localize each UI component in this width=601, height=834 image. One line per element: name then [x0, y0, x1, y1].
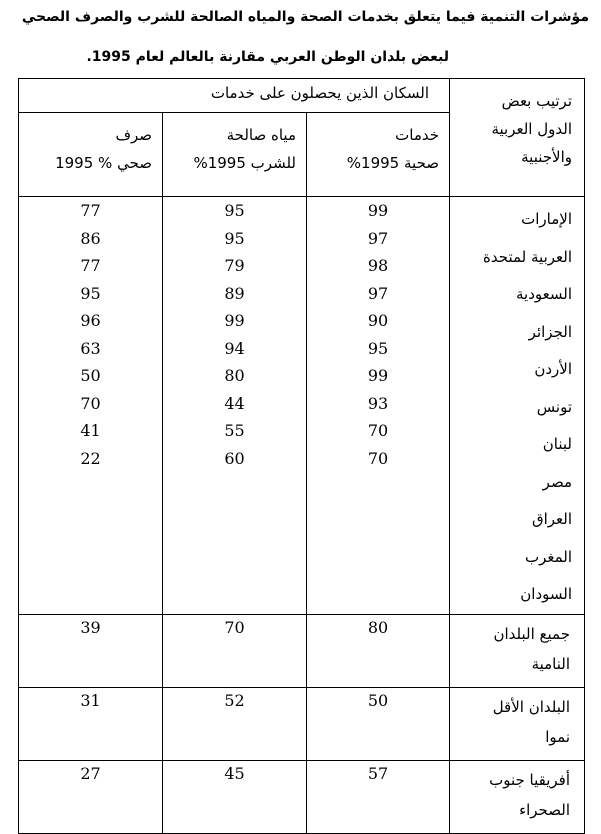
value: 45	[224, 763, 245, 783]
water-value: 44	[224, 393, 245, 413]
aggregate-label-line: الصحراء	[519, 800, 570, 819]
rank-header	[450, 79, 585, 197]
health-value: 93	[367, 393, 389, 413]
country-name: الجزائر	[528, 322, 572, 341]
sanitation-value: 77	[80, 201, 101, 220]
water-value: 89	[224, 283, 245, 303]
value: 50	[367, 690, 389, 710]
header-line: للشرب 1995%	[193, 154, 296, 172]
header-line: صحية 1995%	[346, 154, 439, 172]
health-value: 90	[367, 311, 389, 330]
aggregate-row-developing	[19, 614, 585, 687]
aggregate-water	[163, 614, 307, 687]
aggregate-label-line: أفريقيا جنوب	[489, 770, 570, 789]
aggregate-row-least-developed	[19, 687, 585, 760]
sanitation-value: 70	[80, 393, 101, 413]
countries-row	[19, 197, 585, 615]
header-line: مياه صالحة	[226, 126, 296, 144]
header-line: خدمات	[395, 126, 439, 144]
country-name: المغرب	[524, 547, 572, 566]
country-name: مصر	[542, 472, 572, 491]
aggregate-label-line: البلدان الأقل	[492, 697, 570, 716]
country-name: تونس	[536, 397, 572, 416]
sanitation-header	[19, 113, 163, 197]
aggregate-water	[163, 760, 307, 833]
health-services-values	[307, 197, 450, 615]
water-value: 55	[224, 421, 245, 440]
value: 57	[367, 763, 389, 783]
title-line-2: لبعض بلدان الوطن العربي مقارنة بالعالم لعام 1995.	[86, 49, 449, 65]
rank-header-line: ترتيب بعض	[501, 92, 572, 110]
value: 52	[224, 690, 245, 710]
sanitation-value: 77	[80, 256, 101, 275]
water-value: 80	[224, 366, 245, 385]
value: 39	[80, 617, 101, 637]
country-name: العراق	[531, 510, 572, 528]
value: 27	[80, 763, 101, 783]
value: 31	[80, 690, 101, 710]
aggregate-sanitation	[19, 687, 163, 760]
health-value: 99	[367, 201, 389, 220]
page-title	[9, 6, 589, 68]
sanitation-value: 95	[80, 283, 101, 303]
health-value: 97	[367, 283, 389, 303]
group-header: السكان الذين يحصلون على خدمات	[19, 79, 450, 113]
rank-header-line: الدول العربية	[491, 120, 572, 138]
water-value: 79	[224, 256, 245, 275]
aggregate-label	[450, 760, 585, 833]
country-name: الإمارات	[521, 210, 572, 228]
aggregate-label	[450, 614, 585, 687]
health-value: 98	[367, 256, 389, 275]
sanitation-values	[19, 197, 163, 615]
aggregate-water	[163, 687, 307, 760]
country-name: العربية لمتحدة	[483, 247, 572, 266]
health-value: 70	[367, 421, 389, 440]
water-value: 94	[224, 338, 245, 358]
sanitation-value: 50	[80, 366, 101, 385]
aggregate-sanitation	[19, 614, 163, 687]
safe-water-values	[163, 197, 307, 615]
aggregate-sanitation	[19, 760, 163, 833]
aggregate-health	[307, 614, 450, 687]
title-line-1: مؤشرات التنمية فيما يتعلق بخدمات الصحة والمياه الصالحة للشرب والصرف الصحي	[21, 9, 589, 25]
country-name: السودان	[520, 585, 572, 603]
safe-water-header	[163, 113, 307, 197]
aggregate-label-line: النامية	[531, 654, 570, 673]
health-value: 97	[367, 228, 389, 248]
aggregate-label-line: نموا	[545, 727, 570, 746]
sanitation-value: 41	[80, 421, 101, 440]
sanitation-value: 96	[80, 311, 101, 330]
country-name: لبنان	[542, 435, 572, 453]
indicators-table	[18, 78, 585, 834]
sanitation-value: 22	[80, 448, 101, 468]
water-value: 99	[224, 311, 245, 330]
value: 70	[224, 617, 245, 637]
country-name: السعودية	[515, 285, 572, 303]
water-value: 60	[224, 448, 245, 468]
health-value: 95	[367, 338, 389, 358]
aggregate-row-subsaharan	[19, 760, 585, 833]
aggregate-health	[307, 760, 450, 833]
country-name: الأردن	[534, 360, 572, 378]
health-value: 70	[367, 448, 389, 468]
value: 80	[367, 617, 389, 637]
health-value: 99	[367, 366, 389, 385]
sanitation-value: 86	[80, 228, 101, 248]
country-list	[450, 197, 585, 615]
header-row-1	[19, 79, 585, 113]
water-value: 95	[224, 201, 245, 220]
aggregate-health	[307, 687, 450, 760]
aggregate-label	[450, 687, 585, 760]
sanitation-value: 63	[80, 338, 101, 358]
water-value: 95	[224, 228, 245, 248]
aggregate-label-line: جميع البلدان	[493, 624, 570, 643]
rank-header-line: والأجنبية	[521, 148, 572, 166]
header-line: صرف	[115, 126, 152, 144]
header-line: صحي % 1995	[55, 154, 152, 172]
health-services-header	[307, 113, 450, 197]
